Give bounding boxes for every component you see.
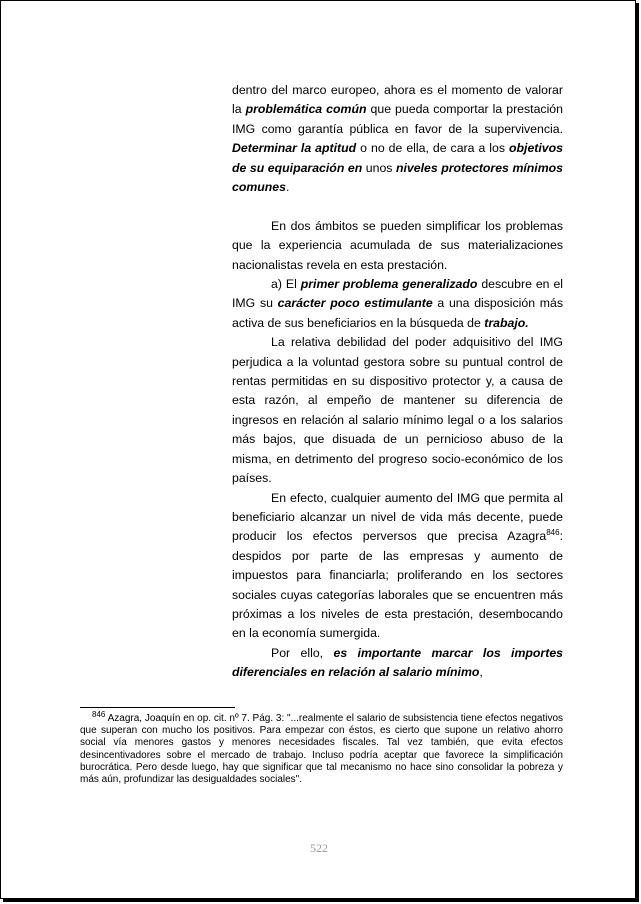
page-number: 522 — [310, 841, 328, 855]
text-run: que pueda comportar la prestación IMG como garantía pública en favor de la supervivencia. — [232, 102, 563, 136]
paragraph-6 — [232, 644, 563, 683]
paragraph-5 — [232, 489, 563, 644]
text-run: En efecto, cualquier aumento del IMG que permita al beneficiario alcanzar un nivel de vida más decente, puede producir los efectos perversos que precisa Azagra — [232, 490, 563, 544]
text-run: . — [286, 180, 290, 195]
paragraph-3 — [232, 275, 563, 333]
text-run: : despidos por parte de las empresas y aumento de impuestos para financiarla; proliferando en los sectores sociales cuyas categorías laborales que se encuentren más próximas a los niveles de esta prestación, desembocando en la economía sumergida. — [232, 529, 563, 641]
text-run: descubre en el IMG su — [232, 277, 564, 311]
blank-line — [232, 197, 563, 216]
text-run: Por ello, — [271, 645, 334, 660]
emphasis: primer problema generalizado — [300, 277, 478, 292]
paragraph-1 — [232, 81, 563, 197]
footnote-reference[interactable]: 846 — [546, 528, 560, 538]
emphasis: Determinar la aptitud — [232, 141, 357, 156]
emphasis: niveles protectores mínimos comunes — [232, 160, 564, 195]
text-run: o no de ella, de cara a los — [356, 141, 510, 156]
text-run: dentro del marco europeo, ahora es el momento de valorar la — [232, 83, 563, 117]
paragraph-4: La relativa debilidad del poder adquisitivo del IMG perjudica a la voluntad gestora sobre su puntual control de rentas permitidas en su dispositivo protector y, a causa de esta razón, al empeño de mantener su diferencia de ingresos en relación al salario mínimo legal o a los salarios más bajos, que disuada de un pernicioso abuso de la misma, en detrimento del progreso socio-económico de los países. — [232, 335, 563, 486]
text-run: , — [479, 665, 483, 680]
emphasis: objetivos de su equiparación en — [232, 141, 563, 175]
body-text — [232, 81, 563, 683]
paragraph-2: En dos ámbitos se pueden simplificar los problemas que la experiencia acumulada de sus materializaciones nacionalistas revela en esta prestación. — [232, 218, 563, 272]
emphasis: problemática común — [245, 102, 367, 117]
emphasis: trabajo. — [484, 315, 529, 330]
footnote — [80, 709, 564, 786]
text-run: unos — [362, 160, 396, 175]
text-run: a una disposición más activa de sus beneficiarios en la búsqueda de — [232, 296, 564, 330]
footnote-number: 846 — [92, 709, 106, 719]
footnote-text: Azagra, Joaquín en op. cit. nº 7. Pág. 3: "...realmente el salario de subsistencia tiene efectos negativos que superan con mucho los positivos. Para empezar con éstos, es cierto que supone un relativo ahorro social vía menores gastos y menores necesidades fiscales. Tal vez también, que evita efectos desincentivadores sobre el mercado de trabajo. Incluso podría aceptar que favorece la simplificación burocrática. Pero desde luego, hay que significar que tal mecanismo no hace sino consolidar la pobreza y más aún, profundizar las desigualdades sociales". — [80, 713, 564, 786]
text-run: a) El — [271, 277, 301, 292]
emphasis: es importante marcar los importes diferenciales en relación al salario mínimo — [232, 645, 563, 680]
footnote-separator — [80, 707, 235, 708]
emphasis: carácter poco estimulante — [277, 296, 433, 311]
